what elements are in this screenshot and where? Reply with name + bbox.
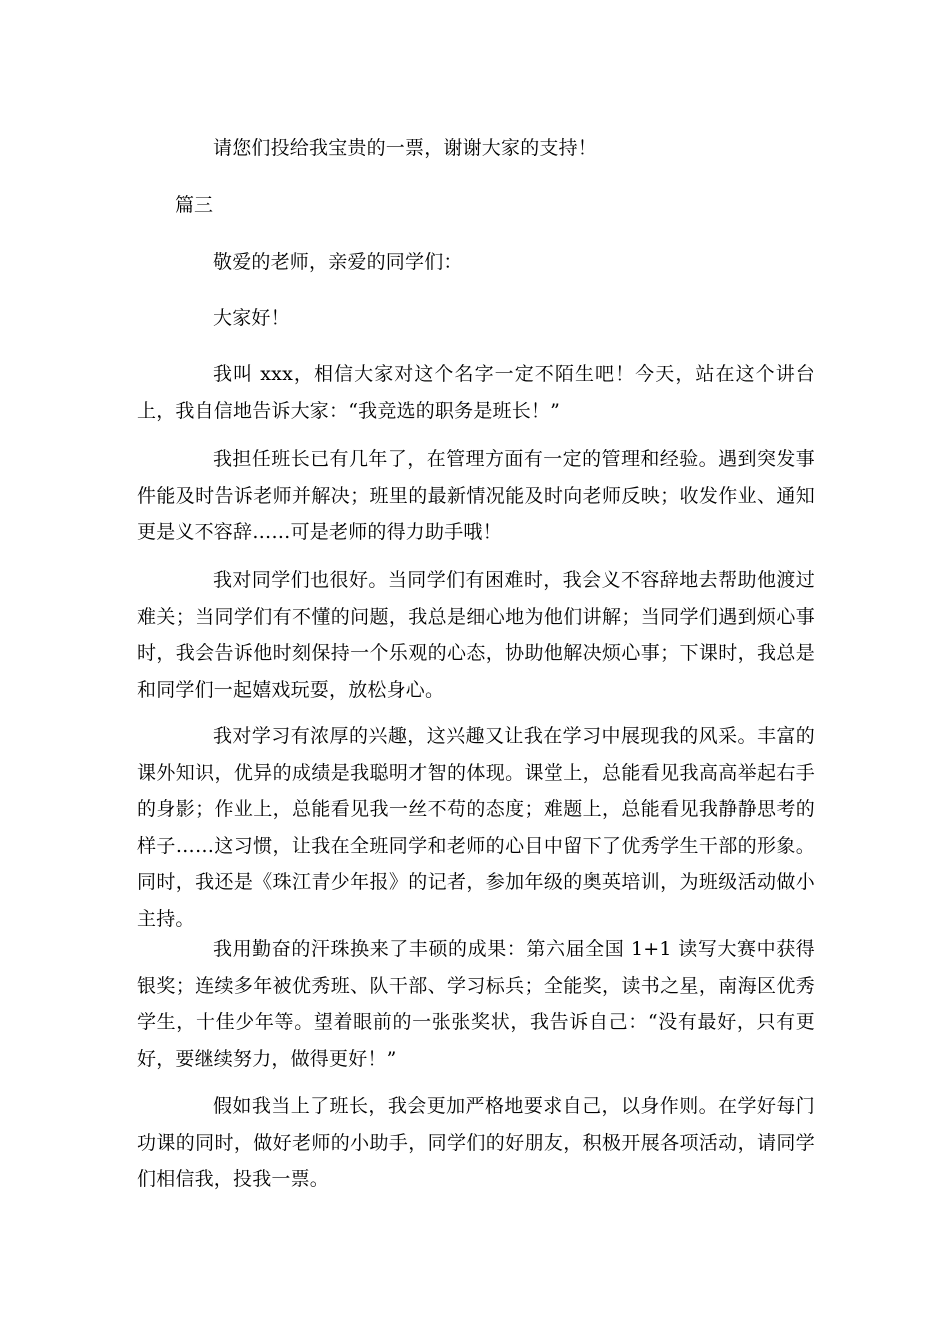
paragraph-study: 我对学习有浓厚的兴趣，这兴趣又让我在学习中展现我的风采。丰富的课外知识，优异的成绩是我聪明才智的体现。课堂上，总能看见我高高举起右手的身影；作业上，总能看见我一丝不苟的态度；难题上，总能看见我静静思考的样子……这习惯，让我在全班同学和老师的心目中留下了优秀学生干部的形象。同时，我还是《珠江青少年报》的记者，参加年级的奥英培训，为班级活动做小主持。: [137, 725, 815, 930]
paragraph-achievements: 我用勤奋的汗珠换来了丰硕的成果：第六届全国 1+1 读写大赛中获得银奖；连续多年被优秀班、队干部、学习标兵；全能奖，读书之星，南海区优秀学生，十佳少年等。望着眼前的一张张奖状，我告诉自己：“没有最好，只有更好，要继续努力，做得更好！”: [137, 938, 815, 1070]
section-heading: 篇三: [175, 194, 214, 216]
closing-line: 请您们投给我宝贵的一票，谢谢大家的支持！: [213, 137, 598, 159]
paragraph-promise: 假如我当上了班长，我会更加严格地要求自己，以身作则。在学好每门功课的同时，做好老师的小助手，同学们的好朋友，积极开展各项活动，请同学们相信我，投我一票。: [137, 1095, 815, 1190]
paragraph-classmates: 我对同学们也很好。当同学们有困难时，我会义不容辞地去帮助他渡过难关；当同学们有不懂的问题，我总是细心地为他们讲解；当同学们遇到烦心事时，我会告诉他时刻保持一个乐观的心态，协助他解决烦心事；下课时，我总是和同学们一起嬉戏玩耍，放松身心。: [137, 569, 815, 701]
greeting: 大家好！: [213, 307, 290, 329]
salutation: 敬爱的老师，亲爱的同学们：: [213, 251, 463, 273]
paragraph-experience: 我担任班长已有几年了，在管理方面有一定的管理和经验。遇到突发事件能及时告诉老师并解决；班里的最新情况能及时向老师反映；收发作业、通知更是义不容辞……可是老师的得力助手哦！: [137, 448, 815, 543]
paragraph-intro: 我叫 xxx，相信大家对这个名字一定不陌生吧！今天，站在这个讲台上，我自信地告诉大家：“我竞选的职务是班长！”: [137, 363, 815, 422]
